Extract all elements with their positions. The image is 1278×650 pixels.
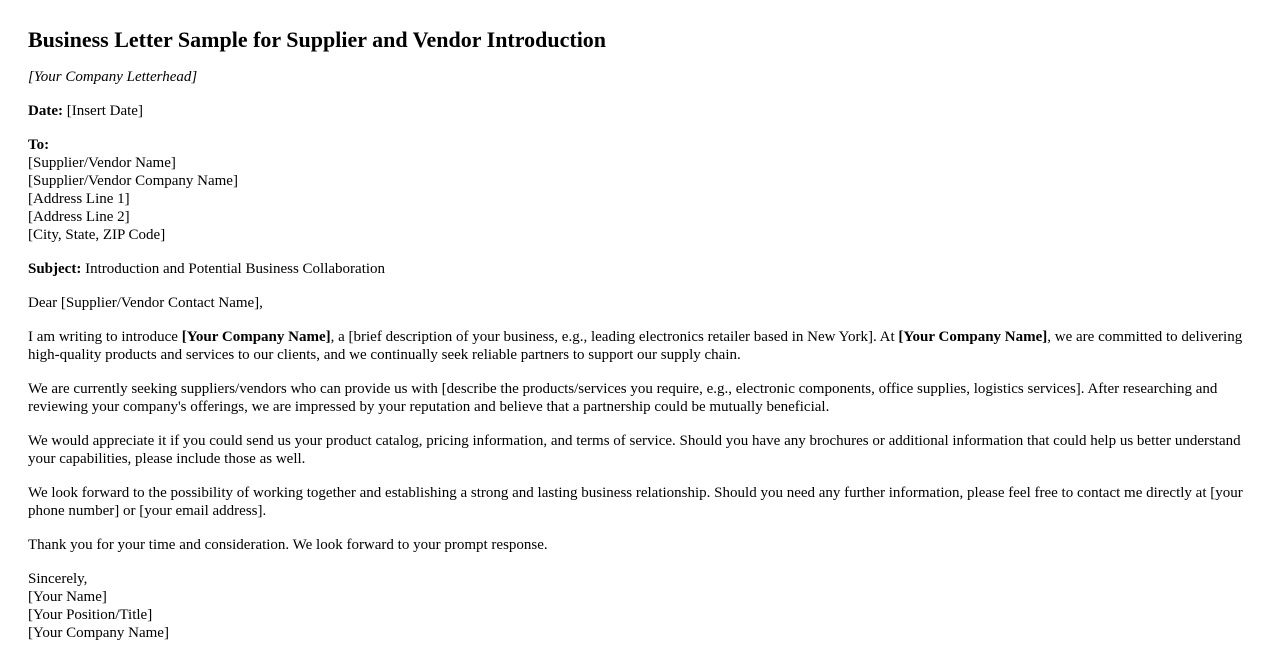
date-value: [Insert Date] (66, 103, 143, 119)
subject-line (28, 260, 1250, 278)
body-paragraph-request: We would appreciate it if you could send us your product catalog, pricing information, and terms of service. Should you have any brochures or additional information that could help us better understand your capabilities, please include those as well. (28, 433, 1241, 467)
date-label: Date: (28, 103, 63, 119)
recipient-company: [Supplier/Vendor Company Name] (28, 173, 238, 189)
closing-block (28, 570, 1250, 642)
intro-text-1: I am writing to introduce (28, 329, 182, 345)
recipient-name: [Supplier/Vendor Name] (28, 155, 176, 171)
recipient-address-line-1: [Address Line 1] (28, 191, 130, 207)
valediction: Sincerely, (28, 571, 88, 587)
recipient-label: To: (28, 137, 50, 153)
letterhead-placeholder: [Your Company Letterhead] (28, 69, 198, 85)
recipient-city-state-zip: [City, State, ZIP Code] (28, 227, 166, 243)
company-name-placeholder: [Your Company Name] (181, 329, 331, 345)
signature-position: [Your Position/Title] (28, 607, 153, 623)
recipient-block (28, 136, 1250, 244)
body-paragraph-introduction (28, 328, 1250, 364)
subject-value: Introduction and Potential Business Collaboration (85, 261, 386, 277)
body-paragraph-thanks: Thank you for your time and consideration. We look forward to your prompt response. (28, 537, 548, 553)
intro-text-3: , we are committed to delivering high-quality products and services to our clients, and we continually seek reliable partners to support our supply chain. (28, 329, 1243, 363)
body-paragraph-requirements: We are currently seeking suppliers/vendors who can provide us with [describe the products/services you require, e.g., electronic components, office supplies, logistics services]. After researching and reviewing your company's offerings, we are impressed by your reputation and believe that a partnership could be mutually beneficial. (28, 381, 1218, 415)
signature-company: [Your Company Name] (28, 625, 169, 641)
intro-text-2: , a [brief description of your business, e.g., leading electronics retailer based in New York]. At (330, 329, 899, 345)
signature-name: [Your Name] (28, 589, 107, 605)
date-line (28, 102, 1250, 120)
salutation: Dear [Supplier/Vendor Contact Name], (28, 295, 263, 311)
company-name-placeholder: [Your Company Name] (898, 329, 1048, 345)
body-paragraph-contact: We look forward to the possibility of working together and establishing a strong and lasting business relationship. Should you need any further information, please feel free to contact me directly at [your phone number] or [your email address]. (28, 485, 1243, 519)
page-title: Business Letter Sample for Supplier and Vendor Introduction (28, 27, 607, 52)
subject-label: Subject: (28, 261, 82, 277)
recipient-address-line-2: [Address Line 2] (28, 209, 130, 225)
